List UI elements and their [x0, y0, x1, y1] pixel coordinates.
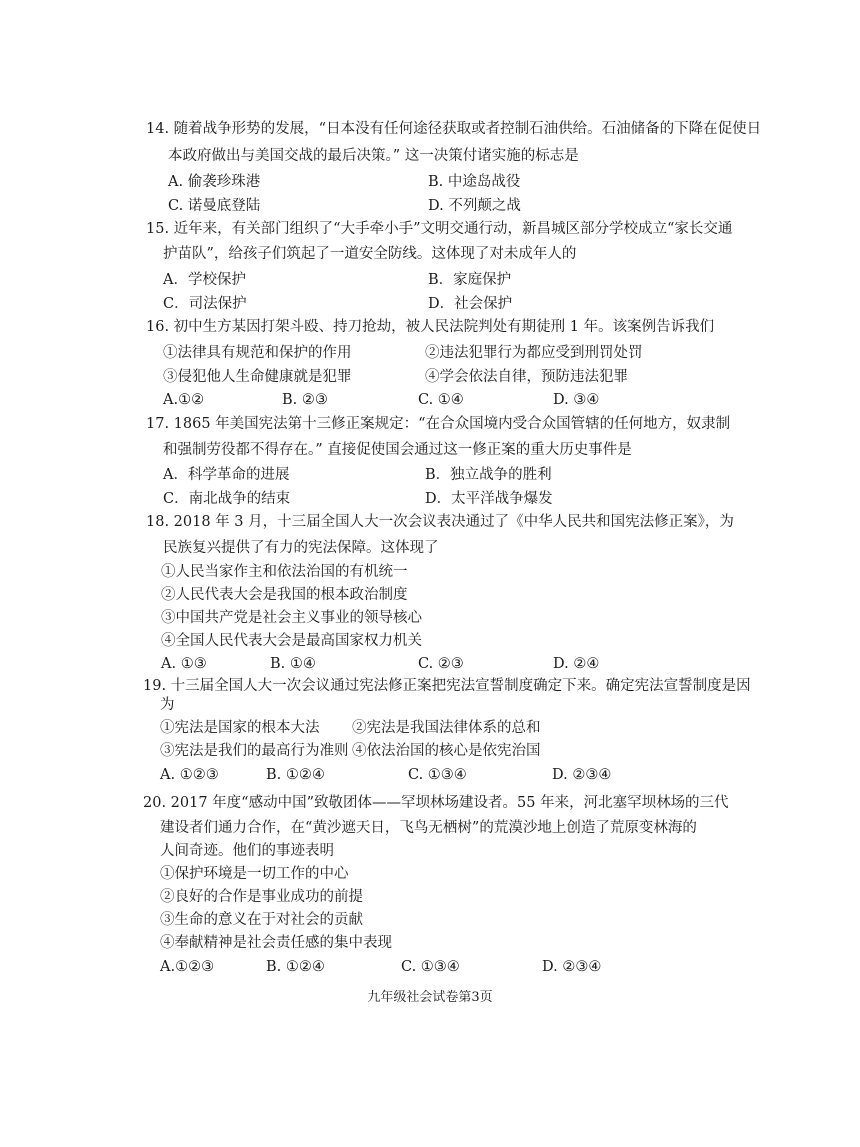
q17-option-c: C．南北战争的结束 — [163, 491, 291, 507]
q16-item-2: ②违法犯罪行为都应受到刑罚处罚 — [425, 345, 643, 361]
q16-item-1: ①法律具有规范和保护的作用 — [163, 345, 352, 361]
q19-item-2: ②宪法是我国法律体系的总和 — [352, 720, 541, 736]
q18-option-d: D. ②④ — [553, 656, 600, 672]
q15-option-a: A．学校保护 — [163, 272, 246, 288]
q19-option-a: A. ①②③ — [160, 767, 219, 783]
q16-option-a: A.①② — [163, 392, 205, 408]
q18-stem-1: 18. 2018 年 3 月，十三届全国人大一次会议表决通过了《中华人民共和国宪法修正案》，为 — [146, 514, 734, 530]
q15-option-d: D．社会保护 — [428, 296, 513, 312]
q18-stem-2: 民族复兴提供了有力的宪法保障。这体现了 — [163, 540, 439, 556]
q18-option-c: C. ②③ — [418, 656, 464, 672]
q14-stem-1: 14. 随着战争形势的发展，“日本没有任何途径获取或者控制石油供给。石油储备的下降在促使日 — [146, 121, 762, 137]
q19-stem-2: 为 — [160, 697, 175, 713]
q20-item-3: ③生命的意义在于对社会的贡献 — [160, 912, 363, 928]
q19-item-4: ④依法治国的核心是依宪治国 — [352, 743, 541, 759]
q20-item-1: ①保护环境是一切工作的中心 — [160, 866, 349, 882]
q19-item-1: ①宪法是国家的根本大法 — [160, 720, 320, 736]
q20-stem-1: 20. 2017 年度“感动中国”致敬团体——罕坝林场建设者。55 年来，河北塞罕坝林场的三代 — [143, 795, 729, 811]
q16-option-d: D. ③④ — [553, 392, 600, 408]
q14-option-a: A. 偷袭珍珠港 — [168, 174, 261, 190]
q20-option-b: B. ①②④ — [266, 959, 325, 975]
q16-item-4: ④学会依法自律，预防违法犯罪 — [425, 369, 628, 385]
q20-option-c: C. ①③④ — [401, 959, 460, 975]
q19-option-b: B. ①②④ — [266, 767, 325, 783]
q16-option-c: C. ①④ — [418, 392, 464, 408]
q14-stem-2: 本政府做出与美国交战的最后决策。” 这一决策付诸实施的标志是 — [168, 148, 579, 164]
q15-option-c: C．司法保护 — [163, 296, 247, 312]
q18-item-3: ③中国共产党是社会主义事业的领导核心 — [161, 610, 422, 626]
q19-stem-1: 19. 十三届全国人大一次会议通过宪法修正案把宪法宣誓制度确定下来。确定宪法宣誓制度是因 — [143, 678, 751, 694]
q18-option-a: A. ①③ — [161, 656, 207, 672]
q15-stem-2: 护苗队”，给孩子们筑起了一道安全防线。这体现了对未成年人的 — [163, 246, 577, 262]
q20-stem-3: 人间奇迹。他们的事迹表明 — [160, 843, 334, 859]
q16-item-3: ③侵犯他人生命健康就是犯罪 — [163, 369, 352, 385]
q20-item-2: ②良好的合作是事业成功的前提 — [160, 889, 363, 905]
q19-option-c: C. ①③④ — [408, 767, 467, 783]
q15-option-b: B．家庭保护 — [428, 272, 512, 288]
q18-item-1: ①人民当家作主和依法治国的有机统一 — [161, 564, 408, 580]
q20-stem-2: 建设者们通力合作，在“黄沙遮天日，飞鸟无栖树”的荒漠沙地上创造了荒原变林海的 — [160, 820, 697, 836]
q20-item-4: ④奉献精神是社会责任感的集中表现 — [160, 935, 392, 951]
q19-option-d: D. ②③④ — [552, 767, 612, 783]
q18-item-4: ④全国人民代表大会是最高国家权力机关 — [161, 633, 422, 649]
q20-option-a: A.①②③ — [160, 959, 215, 975]
q17-option-a: A．科学革命的进展 — [163, 467, 290, 483]
q18-item-2: ②人民代表大会是我国的根本政治制度 — [161, 587, 408, 603]
q16-stem-1: 16. 初中生方某因打架斗殴、持刀抢劫，被人民法院判处有期徒刑 1 年。该案例告诉我们 — [146, 319, 715, 335]
q14-option-c: C. 诺曼底登陆 — [168, 198, 261, 214]
q17-option-d: D．太平洋战争爆发 — [425, 491, 553, 507]
q17-option-b: B．独立战争的胜利 — [425, 467, 552, 483]
q18-option-b: B. ①④ — [270, 656, 316, 672]
q17-stem-1: 17. 1865 年美国宪法第十三修正案规定：“在合众国境内受合众国管辖的任何地方，奴隶制 — [146, 416, 731, 432]
q15-stem-1: 15. 近年来，有关部门组织了“大手牵小手”文明交通行动，新昌城区部分学校成立“家长交通 — [146, 221, 733, 237]
q14-option-b: B. 中途岛战役 — [428, 174, 521, 190]
q17-stem-2: 和强制劳役都不得存在。” 直接促使国会通过这一修正案的重大历史事件是 — [163, 442, 632, 458]
q16-option-b: B. ②③ — [282, 392, 328, 408]
q20-option-d: D. ②③④ — [542, 959, 602, 975]
q19-item-3: ③宪法是我们的最高行为准则 — [160, 743, 349, 759]
q14-option-d: D. 不列颠之战 — [428, 198, 521, 214]
page-footer: 九年级社会试卷第3页 — [367, 990, 493, 1005]
